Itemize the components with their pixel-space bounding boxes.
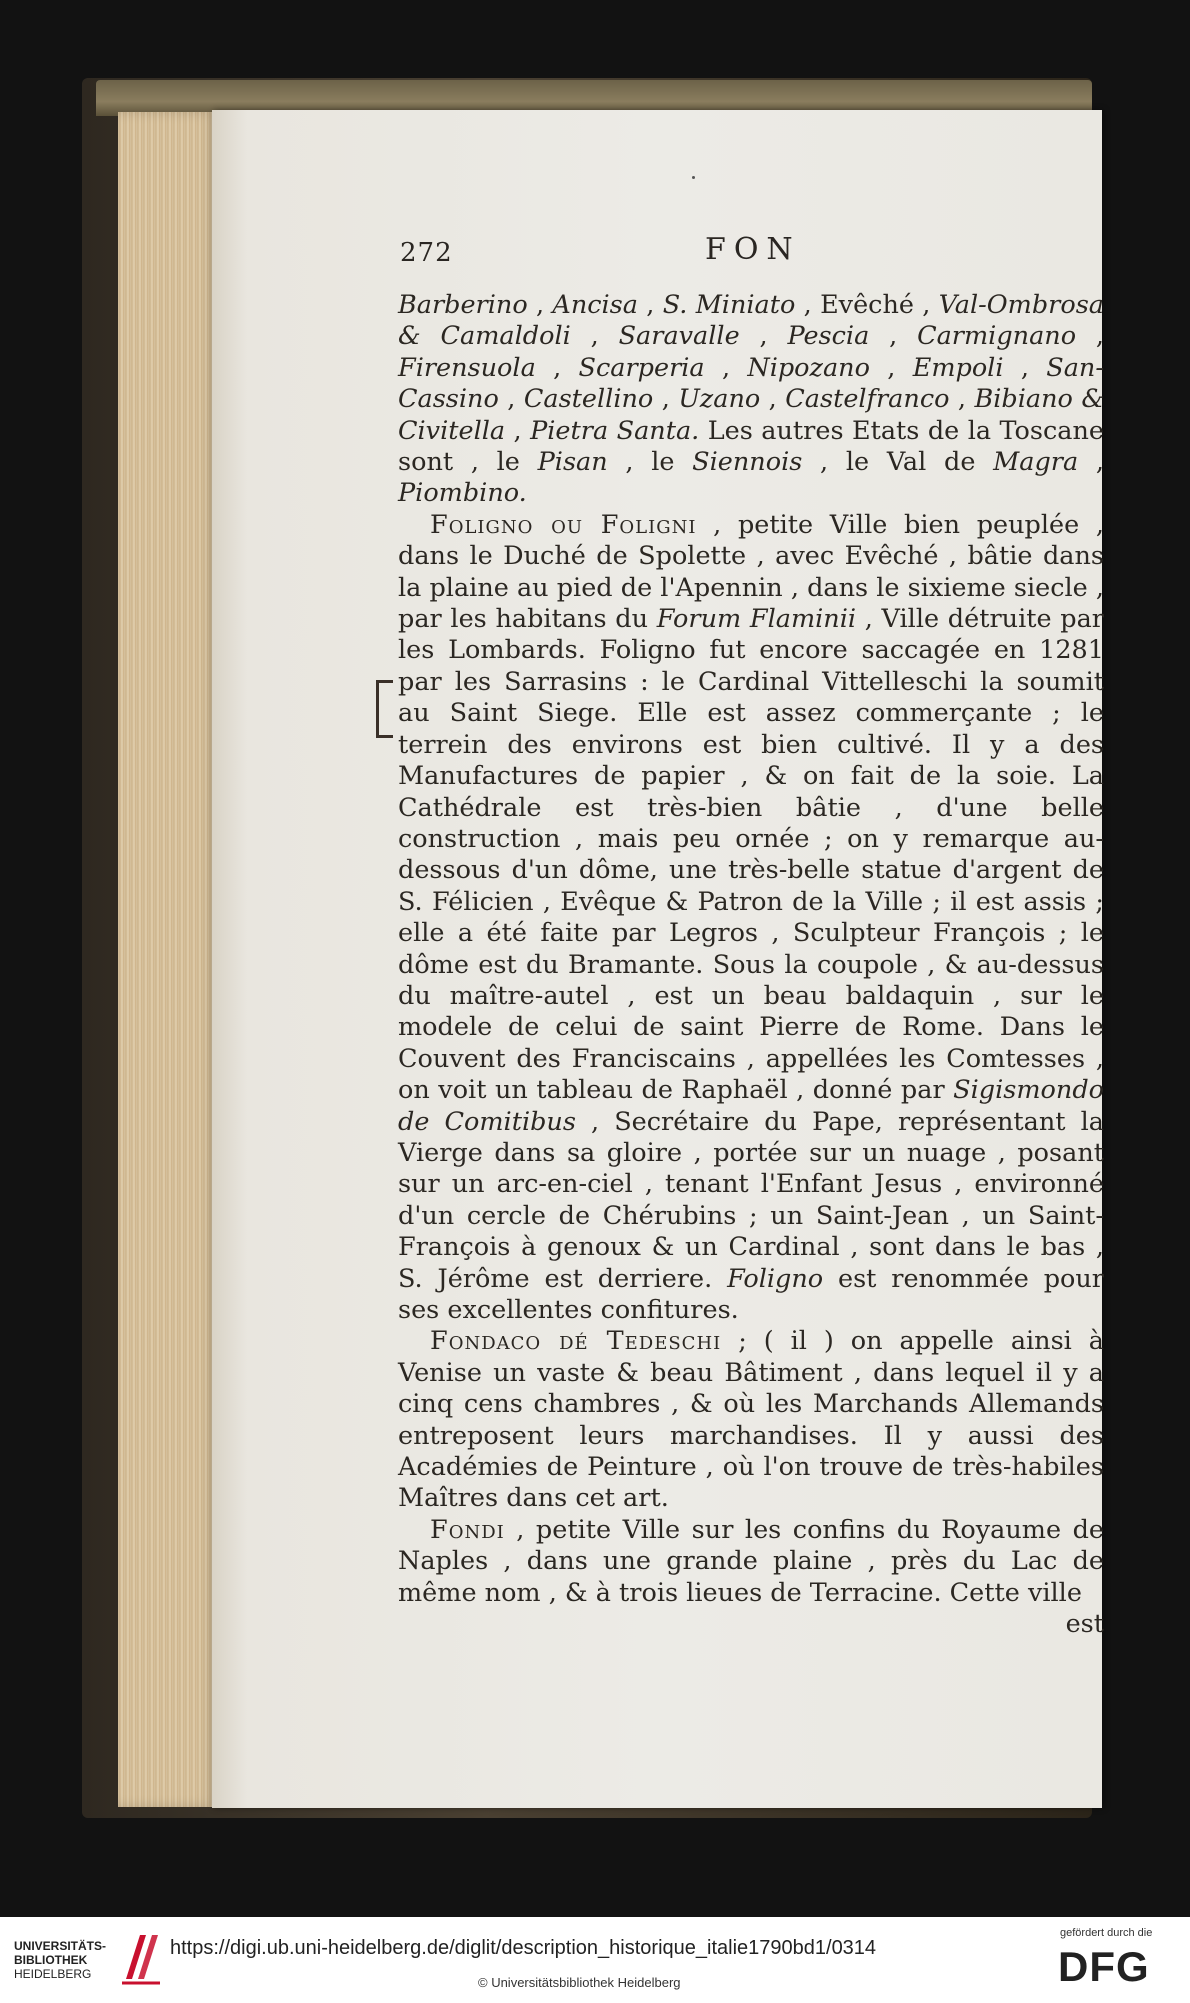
page-text xyxy=(398,290,1104,1640)
funding-label: gefördert durch die xyxy=(1060,1927,1153,1939)
ink-speck xyxy=(692,176,695,179)
entry-headword: Fondi xyxy=(430,1514,505,1545)
entry-fondaco-de-tedeschi: Fondaco dé Tedeschi ; ( il ) on appelle ainsi à Venise un vaste & beau Bâtiment , dans lequel il y a cinq cens chambres , & où les Marchands Allemands entreposent leurs marchandises. Il y aussi des Académies de Peinture , où l'on trouve de très-habiles Maîtres dans cet art. xyxy=(398,1326,1104,1514)
library-emblem-icon xyxy=(120,1929,164,1987)
viewer-footer xyxy=(0,1917,1190,2003)
copyright-notice: © Universitätsbibliothek Heidelberg xyxy=(478,1975,681,1990)
entry-headword: Foligno ou Foligni xyxy=(430,509,697,540)
paragraph-continuation: Barberino , Ancisa , S. Miniato , Evêché , Val-Ombrosa & Camaldoli , Saravalle , Pescia , Carmignano , Firensuola , Scarperia , Nipozano , Empoli , San-Cassino , Castellino , Uzano , Castelfranco , Bibiano & Civitella , Pietra Santa. Les autres Etats de la Toscane sont , le Pisan , le Siennois , le Val de Magra , Piombino. xyxy=(398,290,1105,509)
entry-fondi: Fondi , petite Ville sur les confins du Royaume de Naples , dans une grande plaine , près du Lac de même nom , & à trois lieues de Terracine. Cette ville xyxy=(398,1514,1104,1608)
running-head: FON xyxy=(705,232,801,267)
dfg-logo: DFG xyxy=(1058,1943,1150,1990)
library-logo-text: UNIVERSITÄTS- BIBLIOTHEK HEIDELBERG xyxy=(14,1939,107,1981)
page-fore-edge xyxy=(118,112,218,1807)
page-number: 272 xyxy=(400,238,453,268)
margin-bracket-mark xyxy=(376,680,393,738)
entry-headword: Fondaco dé Tedeschi xyxy=(430,1326,722,1357)
permalink-url[interactable]: https://digi.ub.uni-heidelberg.de/diglit/description_historique_italie1790bd1/0314 xyxy=(170,1937,877,1959)
entry-foligno: Foligno ou Foligni , petite Ville bien peuplée , dans le Duché de Spolette , avec Evêché , bâtie dans la plaine au pied de l'Apennin , dans le sixieme siecle , par les habitans du Forum Flaminii , Ville détruite par les Lombards. Foligno fut encore saccagée en 1281 par les Sarrasins : le Cardinal Vittelleschi la soumit au Saint Siege. Elle est assez commerçante ; le terrein des environs est bien cultivé. Il y a des Manufactures de papier , & on fait de la soie. La Cathédrale est très-bien bâtie , d'une belle construction , mais peu ornée ; on y remarque au-dessous d'un dôme, une très-belle statue d'argent de S. Félicien , Evêque & Patron de la Ville ; il est assis ; elle a été faite par Legros , Sculpteur François ; le dôme est du Bramante. Sous la coupole , & au-dessus du maître-autel , est un beau baldaquin , sur le modele de celui de saint Pierre de Rome. Dans le Couvent des Franciscains , appellées les Comtesses , on voit un tableau de Raphaël , donné par Sigismondo de Comitibus , Secrétaire du Pape, représentant la Vierge dans sa gloire , portée sur un nuage , posant sur un arc-en-ciel , tenant l'Enfant Jesus , environné d'un cercle de Chérubins ; un Saint-Jean , un Saint-François à genoux & un Cardinal , sont dans le bas , S. Jérôme est derriere. Foligno est renommée pour ses excellentes confitures. xyxy=(398,509,1104,1325)
catchword: est xyxy=(1065,1609,1104,1640)
